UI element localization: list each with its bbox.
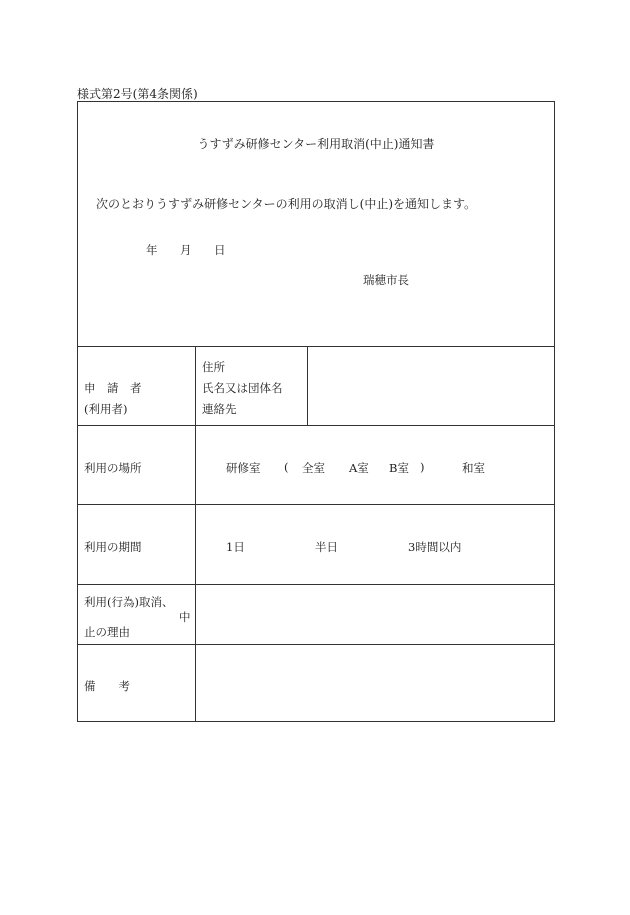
date-day-label: 日 [214,243,226,257]
period-three-hours-option: 3時間以内 [408,540,462,554]
room-b-option: B室 [389,461,409,475]
remarks-label: 備 考 [84,679,130,693]
name-field-label: 氏名又は団体名 [202,381,283,395]
all-rooms-option: 全室 [302,461,325,475]
address-field-label: 住所 [202,360,225,374]
contact-field-label: 連絡先 [202,402,237,416]
period-label: 利用の期間 [84,540,142,554]
reason-label-line2: 中 [179,610,191,624]
applicant-label: 申 請 者 [84,381,142,395]
applicant-value-cell[interactable] [310,348,552,423]
reason-label-line1: 利用(行為)取消、 [84,595,174,609]
date-month-label: 月 [180,243,192,257]
label-column-divider [195,346,196,722]
row-divider [78,425,554,426]
paren-open: ( [284,460,289,474]
cancellation-notice-form [77,101,555,722]
row-divider [78,346,554,347]
applicant-field-divider [307,346,308,425]
document-title: うすずみ研修センター利用取消(中止)通知書 [197,137,435,151]
notice-statement: 次のとおりうすずみ研修センターの利用の取消し(中止)を通知します。 [96,197,477,211]
place-label: 利用の場所 [84,461,142,475]
form-number: 様式第2号(第4条関係) [77,87,198,101]
room-a-option: A室 [349,461,369,475]
period-half-day-option: 半日 [315,540,338,554]
applicant-sublabel: (利用者) [84,402,128,416]
reason-label-line3: 止の理由 [84,625,130,639]
row-divider [78,584,554,585]
issuer-name: 瑞穂市長 [363,273,409,287]
remarks-value-cell[interactable] [198,646,552,720]
training-room-option: 研修室 [226,461,261,475]
row-divider [78,504,554,505]
date-year-label: 年 [146,243,158,257]
paren-close: ) [420,460,425,474]
period-full-day-option: 1日 [226,540,245,554]
reason-value-cell[interactable] [198,586,552,642]
row-divider [78,644,554,645]
japanese-room-option: 和室 [462,461,485,475]
